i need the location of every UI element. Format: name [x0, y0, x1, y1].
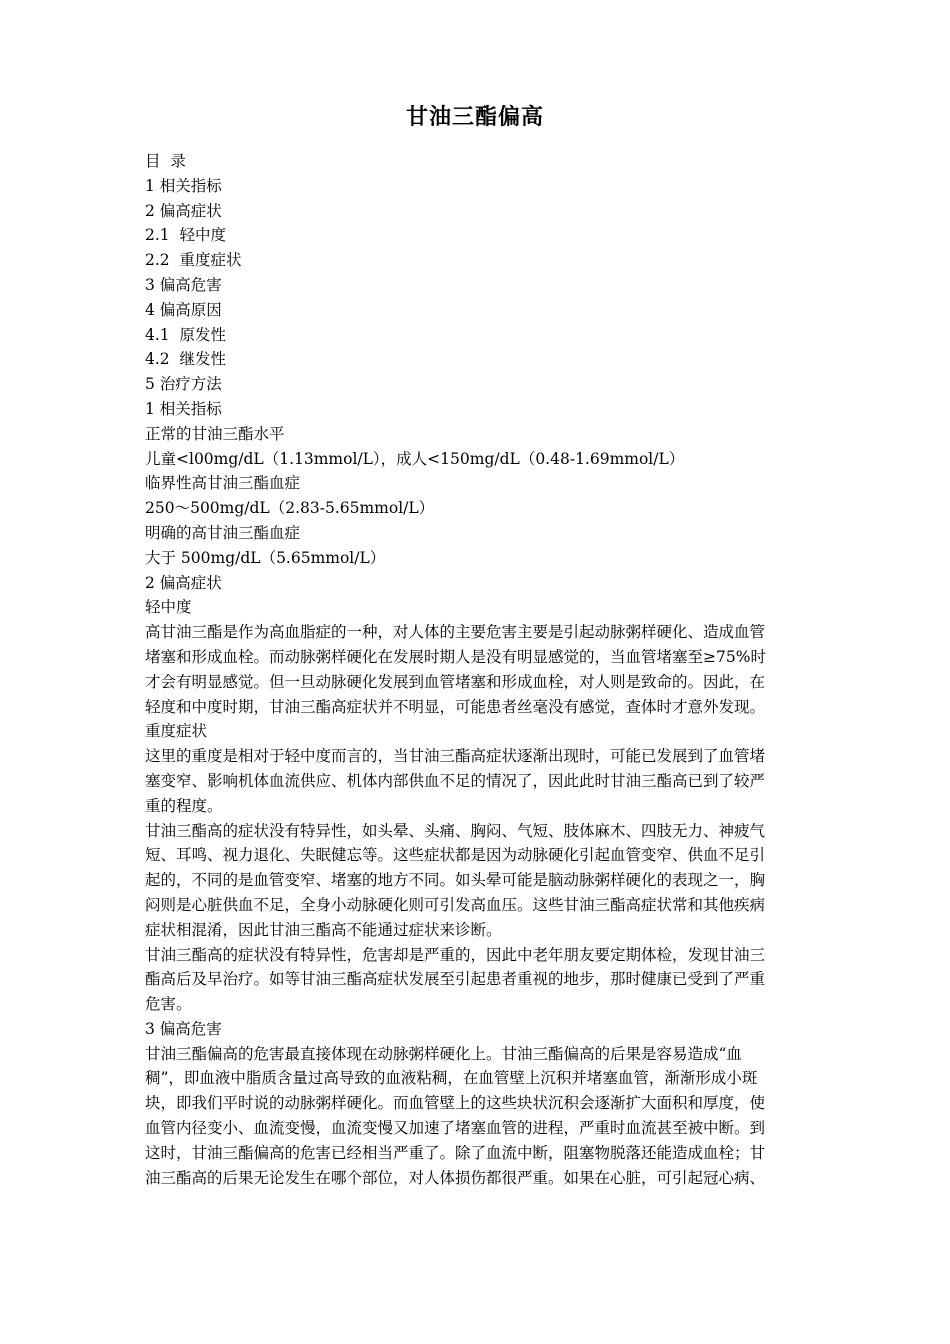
paragraph-line: 高甘油三酯是作为高血脂症的一种，对人体的主要危害主要是引起动脉粥样硬化、造成血管: [145, 623, 766, 642]
document-body: [145, 149, 813, 1190]
section-heading: 2 偏高症状: [145, 573, 222, 592]
section-heading: 1 相关指标: [145, 399, 222, 418]
paragraph-line: 甘油三酯高的症状没有特异性，如头晕、头痛、胸闷、气短、肢体麻木、四肢无力、神疲气: [145, 821, 766, 840]
paragraph-harm: [145, 1042, 813, 1191]
paragraph-line: 重的程度。: [145, 796, 223, 815]
paragraph-line: 短、耳鸣、视力退化、失眠健忘等。这些症状都是因为动脉硬化引起血管变窄、供血不足引: [145, 846, 766, 865]
subsection-heading: 轻中度: [145, 598, 192, 617]
normal-level-value: 儿童<l00mg/dL（1.13mmol/L），成人<150mg/dL（0.48-1.69mmol/L）: [145, 449, 685, 468]
paragraph-line: 这时，甘油三酯偏高的危害已经相当严重了。除了血流中断，阻塞物脱落还能造成血栓；甘: [145, 1143, 766, 1162]
section-heading: 3 偏高危害: [145, 1019, 222, 1038]
paragraph-line: 才会有明显感觉。但一旦动脉硬化发展到血管堵塞和形成血栓，对人则是致命的。因此，在: [145, 672, 766, 691]
paragraph-line: 甘油三酯偏高的危害最直接体现在动脉粥样硬化上。甘油三酯偏高的后果是容易造成“血: [145, 1044, 742, 1063]
section-symptoms: [145, 571, 813, 1017]
toc-item[interactable]: 4.2 继发性: [145, 350, 227, 369]
subsection-heading: 重度症状: [145, 722, 208, 741]
section-indicators: [145, 397, 813, 571]
table-of-contents: [145, 149, 813, 397]
toc-item[interactable]: 1 相关指标: [145, 176, 222, 195]
paragraph-line: 轻度和中度时期，甘油三酯高症状并不明显，可能患者丝毫没有感觉，查体时才意外发现。: [145, 697, 766, 716]
paragraph-line: 堵塞和形成血栓。而动脉粥样硬化在发展时期人是没有明显感觉的，当血管堵塞至≥75%时: [145, 647, 766, 666]
paragraph-symptoms: [145, 819, 813, 943]
paragraph-line: 块，即我们平时说的动脉粥样硬化。而血管壁上的这些块状沉积会逐渐扩大面积和厚度，使: [145, 1094, 766, 1113]
toc-item[interactable]: 4.1 原发性: [145, 325, 227, 344]
toc-heading: 目 录: [145, 152, 186, 170]
paragraph-line: 稠”，即血液中脂质含量过高导致的血液粘稠，在血管壁上沉积并堵塞血管，渐渐形成小斑: [145, 1069, 758, 1088]
paragraph-line: 酯高后及早治疗。如等甘油三酯高症状发展至引起患者重视的地步，那时健康已受到了严重: [145, 970, 766, 989]
borderline-label: 临界性高甘油三酯血症: [145, 474, 301, 493]
normal-level-label: 正常的甘油三酯水平: [145, 424, 285, 443]
definite-label: 明确的高甘油三酯血症: [145, 523, 301, 542]
definite-value: 大于 500mg/dL（5.65mmol/L）: [145, 548, 386, 567]
paragraph-line: 症状相混淆，因此甘油三酯高不能通过症状来诊断。: [145, 920, 502, 939]
paragraph-checkup: [145, 943, 813, 1017]
toc-item[interactable]: 3 偏高危害: [145, 275, 222, 294]
paragraph-severe: [145, 744, 813, 818]
paragraph-mild: [145, 620, 813, 719]
borderline-value: 250～500mg/dL（2.83-5.65mmol/L）: [145, 499, 435, 518]
toc-item[interactable]: 2.1 轻中度: [145, 226, 227, 245]
paragraph-line: 塞变窄、影响机体血流供应、机体内部供血不足的情况了，因此此时甘油三酯高已到了较严: [145, 771, 766, 790]
paragraph-line: 起的，不同的是血管变窄、堵塞的地方不同。如头晕可能是脑动脉粥样硬化的表现之一，胸: [145, 871, 766, 890]
paragraph-line: 闷则是心脏供血不足，全身小动脉硬化则可引发高血压。这些甘油三酯高症状常和其他疾病: [145, 895, 766, 914]
document-title: 甘油三酯偏高: [405, 105, 544, 130]
paragraph-line: 危害。: [145, 995, 192, 1014]
paragraph-line: 这里的重度是相对于轻中度而言的，当甘油三酯高症状逐渐出现时，可能已发展到了血管堵: [145, 747, 766, 766]
toc-item[interactable]: 4 偏高原因: [145, 300, 222, 319]
paragraph-line: 血管内径变小、血流变慢，血流变慢又加速了堵塞血管的进程，严重时血流甚至被中断。到: [145, 1119, 766, 1138]
toc-item[interactable]: 5 治疗方法: [145, 375, 222, 394]
toc-item[interactable]: 2 偏高症状: [145, 201, 222, 220]
paragraph-line: 甘油三酯高的症状没有特异性，危害却是严重的，因此中老年朋友要定期体检，发现甘油三: [145, 945, 766, 964]
section-harm: [145, 1017, 813, 1191]
paragraph-line: 油三酯高的后果无论发生在哪个部位，对人体损伤都很严重。如果在心脏，可引起冠心病、: [145, 1168, 766, 1187]
toc-item[interactable]: 2.2 重度症状: [145, 251, 242, 270]
